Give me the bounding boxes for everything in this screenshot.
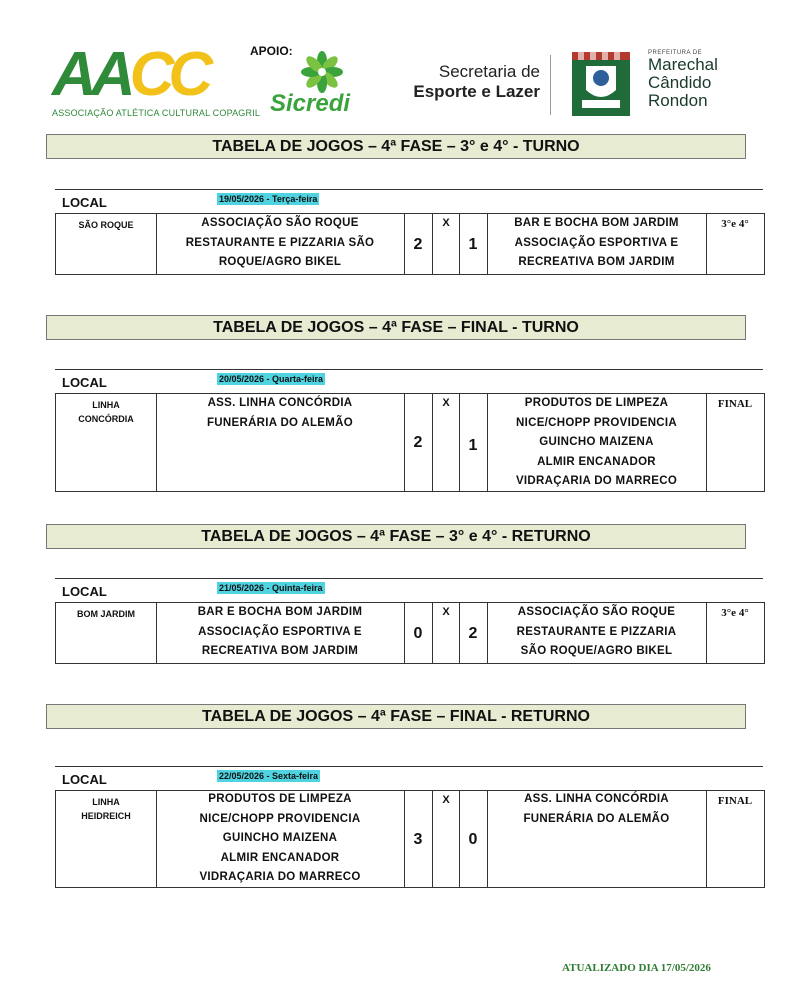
city-line1: Marechal [648,55,718,74]
local-row [55,766,763,791]
away-team [487,214,706,273]
match-row [55,602,765,664]
away-score: 2 [468,625,478,642]
team-line: ALMIR ENCANADOR [537,455,656,468]
local-row [55,189,763,214]
team-line: PRODUTOS DE LIMPEZA [208,793,352,805]
match-date: 21/05/2026 - Quinta-feira [219,583,323,593]
away-score: 1 [468,236,478,253]
apoio-label: APOIO: [250,44,293,58]
updated-date: ATUALIZADO DIA 17/05/2026 [562,962,711,974]
team-line: ASSOCIAÇÃO SÃO ROQUE [517,606,676,618]
away-team [487,603,706,662]
prefeitura-label: PREFEITURA DE [648,50,703,56]
match-row [55,393,765,492]
team-line: ALMIR ENCANADOR [220,851,340,864]
section-title: TABELA DE JOGOS – 4ª FASE – FINAL - TURNO [46,315,746,340]
team-line: RECREATIVA BOM JARDIM [518,256,675,268]
home-team [156,603,404,662]
aacc-logo-aa: AA [52,40,130,109]
versus-mark: X [442,606,450,618]
local-row [55,578,763,603]
team-line: FUNERÁRIA DO ALEMÃO [523,812,670,825]
team-line: SÃO ROQUE/AGRO BIKEL [520,645,673,657]
team-line: RECREATIVA BOM JARDIM [201,645,359,657]
match-local [56,398,156,426]
team-line: VIDRAÇARIA DO MARRECO [199,871,361,883]
home-team [156,394,404,433]
section-title: TABELA DE JOGOS – 4ª FASE – FINAL - RETURNO [46,704,746,729]
away-team [487,790,706,829]
team-line: FUNERÁRIA DO ALEMÃO [206,416,354,429]
prefeitura-logo [648,50,718,110]
home-score: 3 [413,831,423,848]
header-divider [550,55,551,115]
game-table [55,189,763,268]
team-line: ROQUE/AGRO BIKEL [218,256,342,268]
match-row [55,213,765,275]
local-row [55,369,763,394]
home-score: 0 [413,625,423,642]
game-table [55,578,763,657]
match-date: 19/05/2026 - Terça-feira [219,194,318,204]
match-phase: FINAL [717,398,753,410]
team-line: ASSOCIAÇÃO SÃO ROQUE [201,217,359,229]
local-label: LOCAL [62,772,107,787]
team-line: GUINCHO MAIZENA [222,832,338,844]
game-table [55,766,763,883]
team-line: NICE/CHOPP PROVIDENCIA [515,416,678,429]
local-line: LINHA [92,400,120,410]
city-line2: Cândido [648,73,712,92]
team-line: ASSOCIAÇÃO ESPORTIVA E [514,236,679,249]
local-line: LINHA [92,797,120,807]
secretaria-line2: Esporte e Lazer [413,82,540,101]
home-score: 2 [413,236,423,253]
team-line: RESTAURANTE E PIZZARIA SÃO [185,236,375,249]
home-team [156,790,404,888]
away-score: 0 [468,831,478,848]
team-line: ASS. LINHA CONCÓRDIA [524,793,669,805]
sicredi-flower-icon [300,50,344,94]
city-crest-icon [570,50,632,118]
match-local [56,218,156,232]
city-line3: Rondon [648,91,708,110]
local-line: SÃO ROQUE [78,220,134,230]
section-title: TABELA DE JOGOS – 4ª FASE – 3° e 4° - TURNO [46,134,746,159]
sicredi-logo-text: Sicredi [270,90,351,117]
team-line: NICE/CHOPP PROVIDENCIA [199,812,361,825]
home-team [156,214,404,273]
versus-mark: X [442,397,450,409]
local-line: HEIDREICH [81,811,131,821]
aacc-subtitle: ASSOCIAÇÃO ATLÉTICA CULTURAL COPAGRIL [52,108,261,118]
away-score: 1 [468,437,478,454]
team-line: BAR E BOCHA BOM JARDIM [197,606,363,618]
home-score: 2 [413,434,423,451]
match-phase: 3°e 4° [721,607,749,619]
section-title: TABELA DE JOGOS – 4ª FASE – 3° e 4° - RETURNO [46,524,746,549]
match-date: 20/05/2026 - Quarta-feira [219,374,324,384]
match-date: 22/05/2026 - Sexta-feira [219,771,319,781]
match-local [56,607,156,621]
team-line: VIDRAÇARIA DO MARRECO [515,475,678,487]
team-line: BAR E BOCHA BOM JARDIM [514,217,679,229]
local-label: LOCAL [62,375,107,390]
match-local [56,795,156,823]
game-table [55,369,763,487]
secretaria-logo [395,62,540,102]
secretaria-line1: Secretaria de [438,62,540,81]
versus-mark: X [442,217,450,229]
team-line: ASSOCIAÇÃO ESPORTIVA E [198,625,362,638]
away-team [487,394,706,492]
match-row [55,790,765,888]
local-label: LOCAL [62,195,107,210]
match-phase: FINAL [717,795,753,807]
aacc-logo [52,40,261,124]
aacc-logo-cc: CC [129,40,208,109]
team-line: PRODUTOS DE LIMPEZA [524,397,669,409]
match-phase: 3°e 4° [721,218,749,230]
aacc-logo-letters [52,40,208,109]
versus-mark: X [442,794,450,806]
local-line: CONCÓRDIA [78,414,134,424]
team-line: GUINCHO MAIZENA [539,436,654,448]
team-line: ASS. LINHA CONCÓRDIA [207,397,353,409]
local-label: LOCAL [62,584,107,599]
team-line: RESTAURANTE E PIZZARIA [516,625,677,638]
local-line: BOM JARDIM [77,609,135,619]
